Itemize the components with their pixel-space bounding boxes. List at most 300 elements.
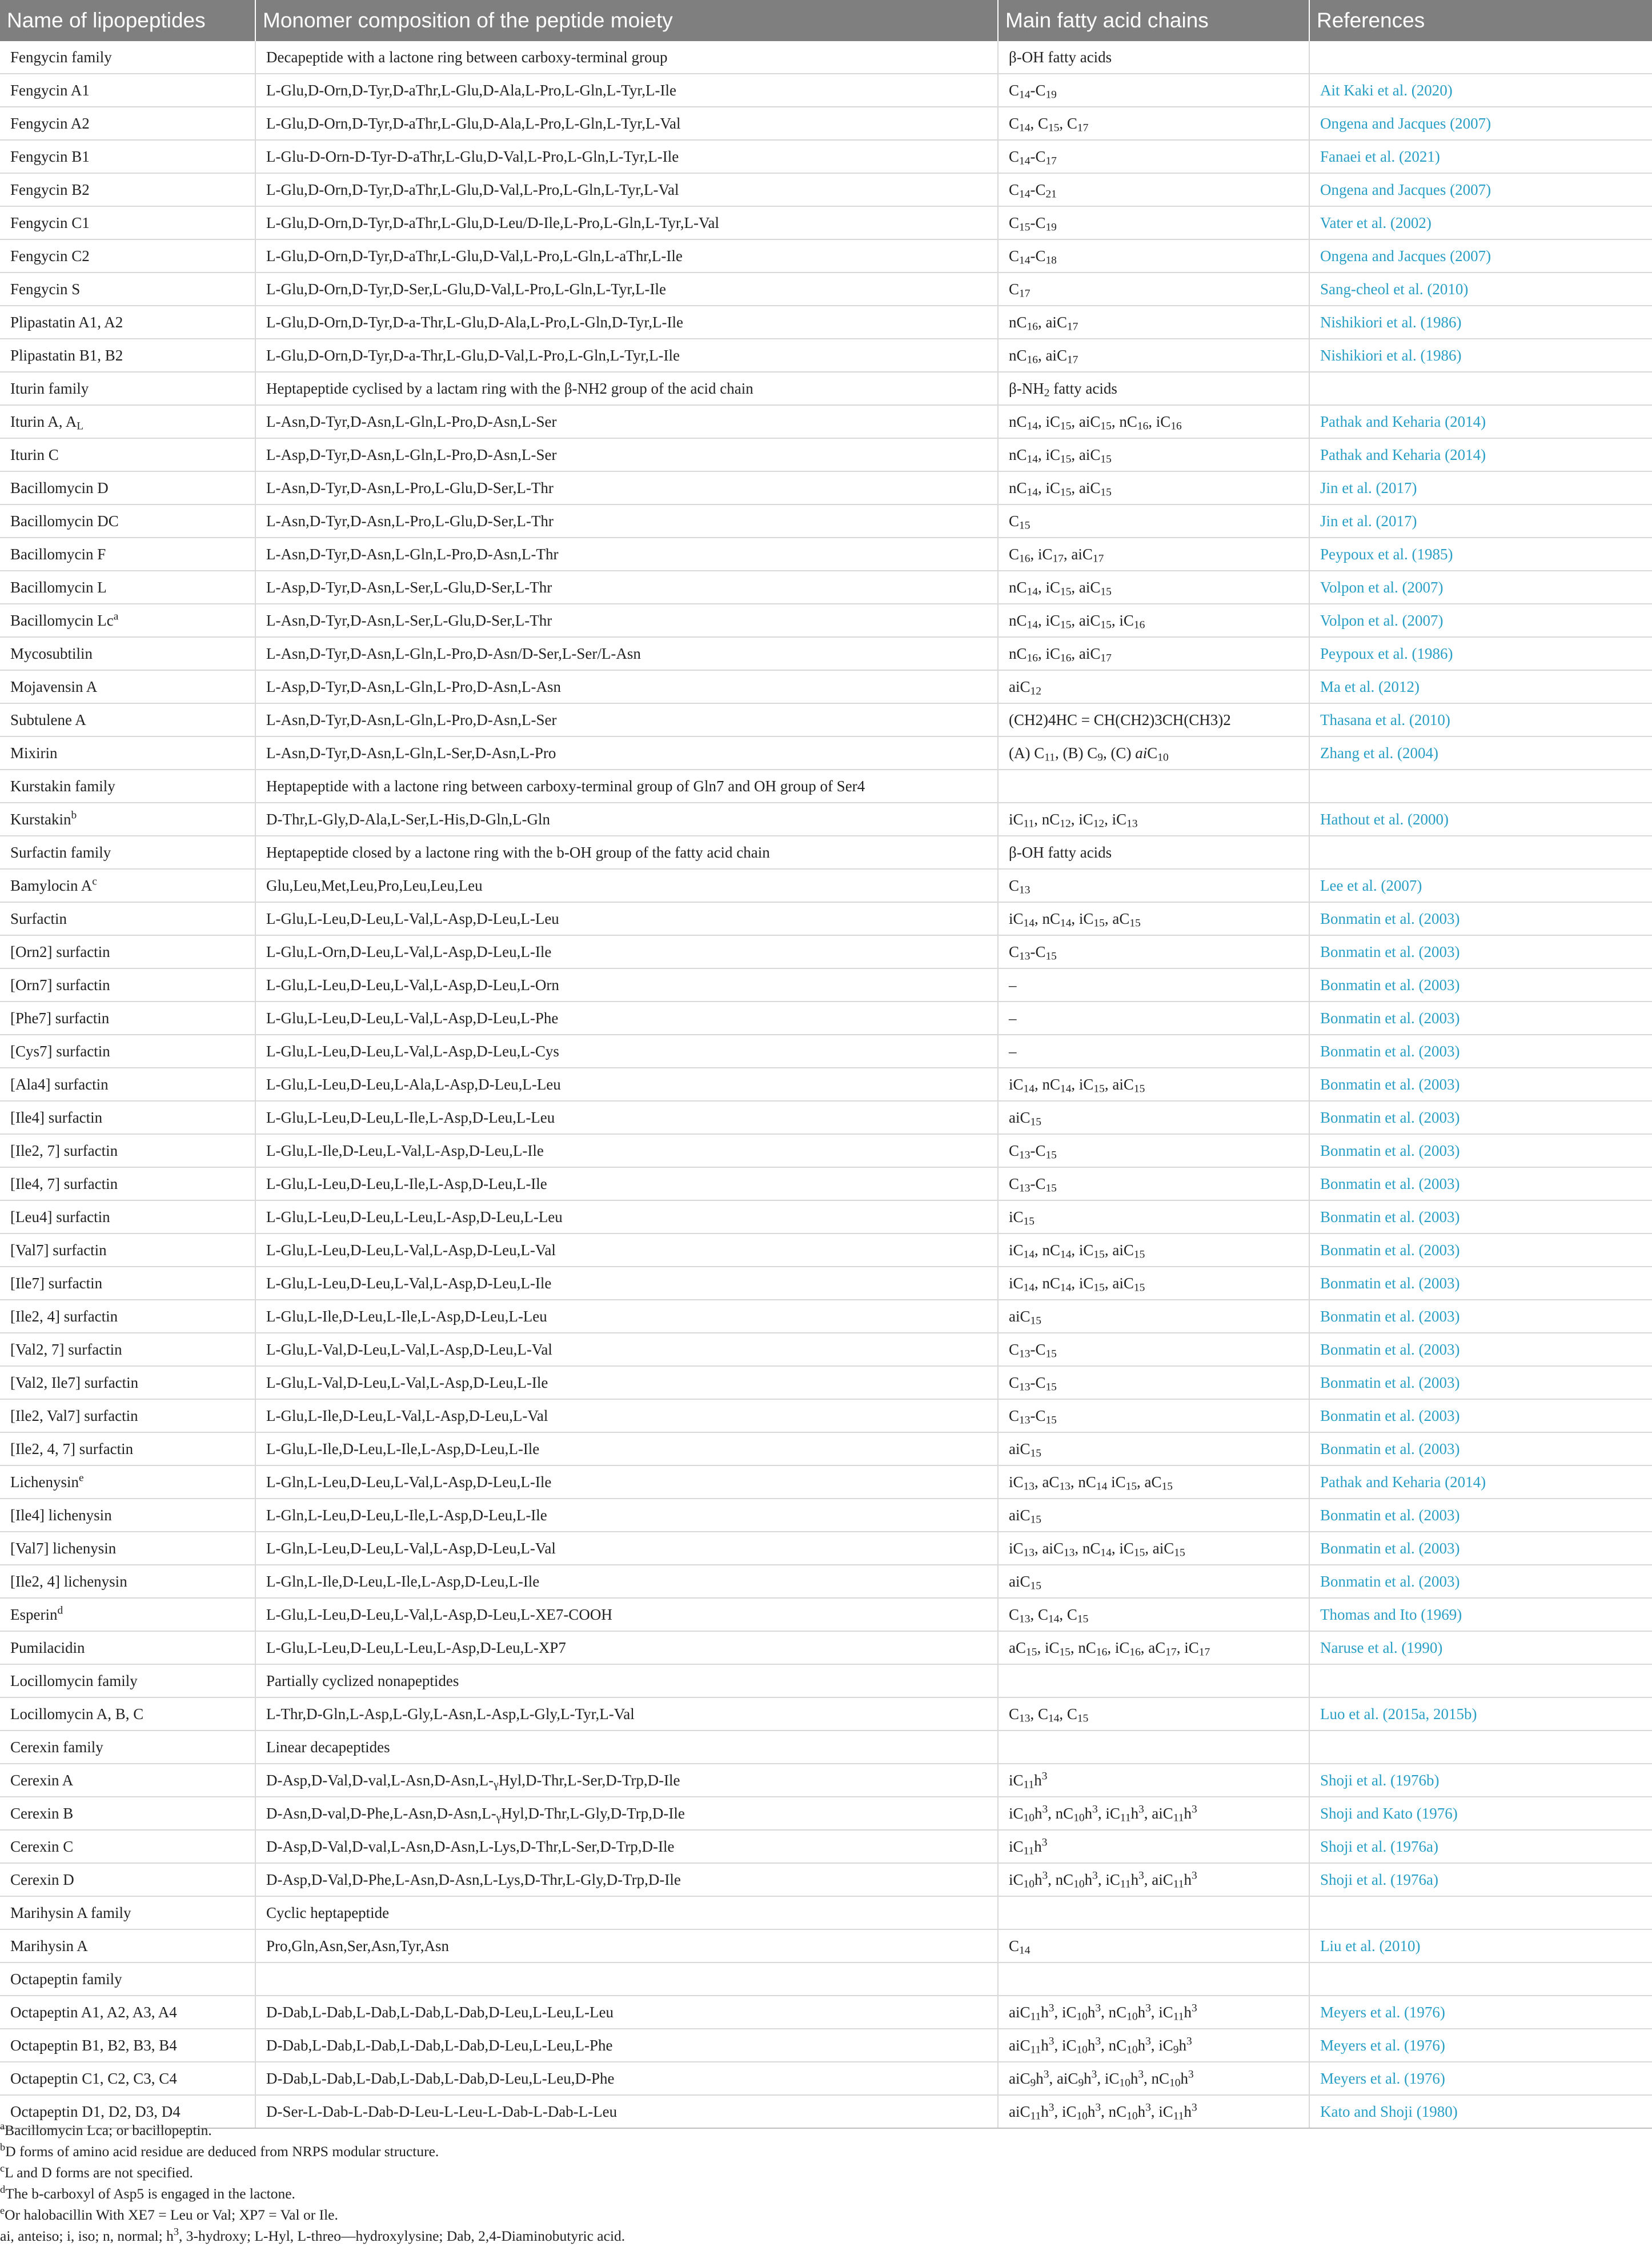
cell-reference[interactable]: Bonmatin et al. (2003) (1309, 1167, 1652, 1200)
cell-fatty-acids: $\beta-NH_2$ fatty acids (998, 372, 1309, 405)
cell-fatty-acids: – (998, 968, 1309, 1002)
cell-composition (255, 1962, 998, 1996)
cell-fatty-acids (998, 1896, 1309, 1929)
table-row (0, 1300, 1652, 1333)
table-row (0, 637, 1652, 670)
cell-composition: D-Thr,L-Gly,D-Ala,L-Ser,L-His,D-Gln,L-Gln (255, 803, 998, 836)
cell-name: [Leu4] surfactin (0, 1200, 255, 1233)
cell-composition: L-Glu,L-Leu,D-Leu,L-Val,L-Asp,D-Leu,L-Orn (255, 968, 998, 1002)
cell-name: Cerexin D (0, 1863, 255, 1896)
table-row (0, 1830, 1652, 1863)
cell-name: Pumilacidin (0, 1631, 255, 1664)
table-row (0, 1101, 1652, 1134)
table-row (0, 902, 1652, 935)
cell-reference[interactable]: Bonmatin et al. (2003) (1309, 1399, 1652, 1432)
cell-fatty-acids: $C_{13}-C_{15}$ (998, 1134, 1309, 1167)
cell-fatty-acids: $iC_{11}h^3$ (998, 1830, 1309, 1863)
cell-fatty-acids: aiC$_{15}$ (998, 1499, 1309, 1532)
cell-reference[interactable]: Ongena and Jacques (2007) (1309, 107, 1652, 140)
cell-reference[interactable]: Volpon et al. (2007) (1309, 604, 1652, 637)
cell-reference[interactable]: Bonmatin et al. (2003) (1309, 1200, 1652, 1233)
header-row (0, 0, 1652, 41)
cell-name: [Ala4] surfactin (0, 1068, 255, 1101)
cell-composition: L-Asn,D-Tyr,D-Asn,L-Pro,L-Glu,D-Ser,L-Thr (255, 471, 998, 504)
cell-name: Bamylocin $A^c$ (0, 869, 255, 902)
cell-fatty-acids: $aiC_{11}h^3$, $iC_{10}h^3$, $nC_{10}h^3$, $iC_{11}h^3$ (998, 1996, 1309, 2029)
table-row (0, 703, 1652, 736)
cell-fatty-acids: $C_{13}-C_{15}$ (998, 1366, 1309, 1399)
table-row (0, 770, 1652, 803)
cell-reference[interactable]: Sang-cheol et al. (2010) (1309, 273, 1652, 306)
cell-fatty-acids: – (998, 1035, 1309, 1068)
cell-reference[interactable]: Luo et al. (2015a, 2015b) (1309, 1697, 1652, 1731)
cell-name: Mojavensin A (0, 670, 255, 703)
cell-composition: L-Glu,L-Leu,D-Leu,L-Ile,L-Asp,D-Leu,L-Leu (255, 1101, 998, 1134)
cell-reference (1309, 1962, 1652, 1996)
cell-reference[interactable]: Nishikiori et al. (1986) (1309, 339, 1652, 372)
cell-reference[interactable]: Ongena and Jacques (2007) (1309, 239, 1652, 273)
cell-fatty-acids: $iC_{14}$, $nC_{14}$, $iC_{15}$, $aC_{15}$ (998, 902, 1309, 935)
cell-composition: L-Gln,L-Ile,D-Leu,L-Ile,L-Asp,D-Leu,L-Ile (255, 1565, 998, 1598)
cell-composition: D-Dab,L-Dab,L-Dab,L-Dab,L-Dab,D-Leu,L-Leu,D-Phe (255, 2062, 998, 2095)
cell-composition: Pro,Gln,Asn,Ser,Asn,Tyr,Asn (255, 1929, 998, 1962)
table-row (0, 736, 1652, 770)
cell-composition: L-Glu,L-Leu,D-Leu,L-Val,L-Asp,D-Leu,L-Cys (255, 1035, 998, 1068)
cell-reference[interactable]: Bonmatin et al. (2003) (1309, 1300, 1652, 1333)
cell-composition: Heptapeptide with a lactone ring between carboxy-terminal group of Gln7 and OH group of Ser4 (255, 770, 998, 803)
table-row (0, 935, 1652, 968)
cell-name: Octapeptin B1, B2, B3, B4 (0, 2029, 255, 2062)
cell-composition: L-Asn,D-Tyr,D-Asn,L-Gln,L-Pro,D-Asn,L-Ser (255, 703, 998, 736)
cell-composition: L-Glu,L-Leu,D-Leu,L-Val,L-Asp,D-Leu,L-Phe (255, 1002, 998, 1035)
cell-fatty-acids: $aiC_{11}h^3$, $iC_{10}h^3$, $nC_{10}h^3$, $iC_9h^3$ (998, 2029, 1309, 2062)
cell-composition: L-Asn,D-Tyr,D-Asn,L-Gln,L-Pro,D-Asn,L-Thr (255, 538, 998, 571)
cell-composition: L-Asn,D-Tyr,D-Asn,L-Pro,L-Glu,D-Ser,L-Thr (255, 504, 998, 538)
table-row (0, 1200, 1652, 1233)
cell-reference[interactable]: Bonmatin et al. (2003) (1309, 968, 1652, 1002)
cell-fatty-acids (998, 1731, 1309, 1764)
cell-composition: D-Asp,D-Val,D-Phe,L-Asn,D-Asn,L-Lys,D-Thr,L-Gly,D-Trp,D-Ile (255, 1863, 998, 1896)
table-header (0, 0, 1652, 41)
cell-reference[interactable]: Meyers et al. (1976) (1309, 2029, 1652, 2062)
table-row (0, 1929, 1652, 1962)
cell-composition: L-Glu,L-Orn,D-Leu,L-Val,L-Asp,D-Leu,L-Ile (255, 935, 998, 968)
cell-name: Bacillomycin F (0, 538, 255, 571)
table-row (0, 1068, 1652, 1101)
table-row (0, 1631, 1652, 1664)
table-footnotes (0, 2120, 1652, 2246)
cell-composition: L-Glu,D-Orn,D-Tyr,D-aThr,L-Glu,D-Val,L-Pro,L-Gln,L-aThr,L-Ile (255, 239, 998, 273)
cell-reference[interactable]: Bonmatin et al. (2003) (1309, 1499, 1652, 1532)
cell-fatty-acids: $C_{14}-C_{21}$ (998, 173, 1309, 206)
table-row (0, 173, 1652, 206)
cell-composition: L-Glu,D-Orn,D-Tyr,D-Ser,L-Glu,D-Val,L-Pro,L-Gln,L-Tyr,L-Ile (255, 273, 998, 306)
cell-name: Iturin C (0, 438, 255, 471)
table-row (0, 836, 1652, 869)
cell-name: Locillomycin family (0, 1664, 255, 1697)
cell-name: Surfactin (0, 902, 255, 935)
table-row (0, 140, 1652, 173)
cell-fatty-acids: $iC_{13}$, $aC_{13}$, $nC_{14}$ $iC_{15}$, $aC_{15}$ (998, 1465, 1309, 1499)
cell-fatty-acids: $nC_{14}$, $iC_{15}$, aiC$_{15}$ (998, 438, 1309, 471)
cell-name: Marihysin A family (0, 1896, 255, 1929)
table-row (0, 604, 1652, 637)
cell-reference[interactable]: Bonmatin et al. (2003) (1309, 1101, 1652, 1134)
table-row (0, 1764, 1652, 1797)
table-row (0, 538, 1652, 571)
cell-fatty-acids: $C_{17}$ (998, 273, 1309, 306)
table-row (0, 41, 1652, 74)
cell-name: Octapeptin C1, C2, C3, C4 (0, 2062, 255, 2095)
cell-fatty-acids: $C_{14}-C_{19}$ (998, 74, 1309, 107)
cell-reference[interactable]: Bonmatin et al. (2003) (1309, 1002, 1652, 1035)
cell-name: Surfactin family (0, 836, 255, 869)
cell-fatty-acids: β-OH fatty acids (998, 836, 1309, 869)
cell-composition: L-Glu,L-Leu,D-Leu,L-Ile,L-Asp,D-Leu,L-Ile (255, 1167, 998, 1200)
table-row (0, 1167, 1652, 1200)
table-row (0, 1896, 1652, 1929)
table-row (0, 1002, 1652, 1035)
table-row (0, 471, 1652, 504)
cell-name: [Orn2] surfactin (0, 935, 255, 968)
cell-reference[interactable]: Zhang et al. (2004) (1309, 736, 1652, 770)
cell-reference[interactable]: Shoji et al. (1976b) (1309, 1764, 1652, 1797)
cell-composition: L-Asp,D-Tyr,D-Asn,L-Gln,L-Pro,D-Asn,L-Ser (255, 438, 998, 471)
cell-composition: Heptapeptide closed by a lactone ring with the b-OH group of the fatty acid chain (255, 836, 998, 869)
cell-reference[interactable]: Bonmatin et al. (2003) (1309, 1333, 1652, 1366)
cell-composition: L-Glu,L-Leu,D-Leu,L-Ala,L-Asp,D-Leu,L-Leu (255, 1068, 998, 1101)
cell-fatty-acids: $C_{13}-C_{15}$ (998, 1399, 1309, 1432)
table-row (0, 273, 1652, 306)
table-row (0, 2062, 1652, 2095)
cell-reference[interactable]: Jin et al. (2017) (1309, 504, 1652, 538)
cell-fatty-acids: $C_{13}-C_{15}$ (998, 1167, 1309, 1200)
cell-reference[interactable]: Bonmatin et al. (2003) (1309, 1035, 1652, 1068)
table-row (0, 1432, 1652, 1465)
cell-fatty-acids: $iC_{14}$, $nC_{14}$, $iC_{15}$, aiC$_{15}$ (998, 1267, 1309, 1300)
cell-composition: L-Glu,L-Leu,D-Leu,L-Val,L-Asp,D-Leu,L-XE7-COOH (255, 1598, 998, 1631)
cell-composition: L-Glu,D-Orn,D-Tyr,D-aThr,L-Glu,D-Ala,L-Pro,L-Gln,L-Tyr,L-Val (255, 107, 998, 140)
cell-composition: L-Glu,L-Ile,D-Leu,L-Val,L-Asp,D-Leu,L-Val (255, 1399, 998, 1432)
cell-fatty-acids: $nC_{16}$, aiC$_{17}$ (998, 339, 1309, 372)
cell-fatty-acids: aiC$_{15}$ (998, 1565, 1309, 1598)
cell-fatty-acids: $C_{15}-C_{19}$ (998, 206, 1309, 239)
cell-reference[interactable]: Pathak and Keharia (2014) (1309, 438, 1652, 471)
cell-name: Bacillomycin Lc$^a$ (0, 604, 255, 637)
cell-reference[interactable]: Peypoux et al. (1986) (1309, 637, 1652, 670)
cell-fatty-acids: aiC$_{15}$ (998, 1432, 1309, 1465)
cell-composition: L-Glu,L-Leu,D-Leu,L-Val,L-Asp,D-Leu,L-Ile (255, 1267, 998, 1300)
cell-composition: D-Dab,L-Dab,L-Dab,L-Dab,L-Dab,D-Leu,L-Leu,L-Leu (255, 1996, 998, 2029)
cell-name: Fengycin A1 (0, 74, 255, 107)
cell-reference[interactable]: Meyers et al. (1976) (1309, 2062, 1652, 2095)
table-row (0, 1731, 1652, 1764)
cell-fatty-acids (998, 770, 1309, 803)
table-row (0, 1499, 1652, 1532)
cell-composition: L-Glu,L-Leu,D-Leu,L-Leu,L-Asp,D-Leu,L-Leu (255, 1200, 998, 1233)
cell-fatty-acids: $nC_{14}$, $iC_{15}$, aiC$_{15}$, $iC_{16}$ (998, 604, 1309, 637)
cell-reference[interactable]: Bonmatin et al. (2003) (1309, 1233, 1652, 1267)
cell-name: Fengycin S (0, 273, 255, 306)
cell-reference[interactable]: Thasana et al. (2010) (1309, 703, 1652, 736)
cell-fatty-acids: (CH2)4HC = CH(CH2)3CH(CH3)2 (998, 703, 1309, 736)
table-row (0, 1532, 1652, 1565)
cell-composition: D-Asp,D-Val,D-val,L-Asn,D-Asn,L-Lys,D-Thr,L-Ser,D-Trp,D-Ile (255, 1830, 998, 1863)
cell-reference[interactable]: Lee et al. (2007) (1309, 869, 1652, 902)
cell-name: Octapeptin A1, A2, A3, A4 (0, 1996, 255, 2029)
cell-name: Octapeptin D1, D2, D3, D4 (0, 2095, 255, 2128)
footnote: $^e$Or halobacillin With XE7 = Leu or Val; XP7 = Val or Ile. (0, 2204, 338, 2223)
cell-composition: L-Glu,D-Orn,D-Tyr,D-a-Thr,L-Glu,D-Val,L-Pro,L-Gln,L-Tyr,L-Ile (255, 339, 998, 372)
cell-name: [Ile2, 4] surfactin (0, 1300, 255, 1333)
cell-reference[interactable]: Bonmatin et al. (2003) (1309, 902, 1652, 935)
cell-reference[interactable]: Kato and Shoji (1980) (1309, 2095, 1652, 2128)
cell-fatty-acids: $aiC_9h^3$, $aiC_9h^3$, $iC_{10}h^3$, $nC_{10}h^3$ (998, 2062, 1309, 2095)
table-row (0, 74, 1652, 107)
cell-name: Iturin family (0, 372, 255, 405)
cell-name: [Ile4] lichenysin (0, 1499, 255, 1532)
cell-name: [Orn7] surfactin (0, 968, 255, 1002)
cell-fatty-acids: $C_{13}-C_{15}$ (998, 1333, 1309, 1366)
cell-fatty-acids: $iC_{13}$, aiC$_{13}$, $nC_{14}$, $iC_{15}$, aiC$_{15}$ (998, 1532, 1309, 1565)
cell-composition: L-Gln,L-Leu,D-Leu,L-Val,L-Asp,D-Leu,L-Val (255, 1532, 998, 1565)
cell-name: [Ile4, 7] surfactin (0, 1167, 255, 1200)
cell-name: Plipastatin A1, A2 (0, 306, 255, 339)
cell-reference[interactable]: Volpon et al. (2007) (1309, 571, 1652, 604)
cell-reference (1309, 770, 1652, 803)
cell-reference[interactable]: Jin et al. (2017) (1309, 471, 1652, 504)
cell-reference[interactable]: Liu et al. (2010) (1309, 1929, 1652, 1962)
footnote: $^a$Bacillomycin Lca; or bacillopeptin. (0, 2120, 212, 2138)
cell-fatty-acids: aiC$_{12}$ (998, 670, 1309, 703)
cell-composition: L-Glu,L-Val,D-Leu,L-Val,L-Asp,D-Leu,L-Ile (255, 1366, 998, 1399)
cell-fatty-acids: $nC_{14}$, $iC_{15}$, aiC$_{15}$ (998, 471, 1309, 504)
table-row (0, 803, 1652, 836)
cell-reference[interactable]: Bonmatin et al. (2003) (1309, 935, 1652, 968)
cell-fatty-acids: $C_{14}-C_{17}$ (998, 140, 1309, 173)
table-row (0, 1399, 1652, 1432)
cell-reference[interactable]: Thomas and Ito (1969) (1309, 1598, 1652, 1631)
cell-fatty-acids: $C_{13}$, $C_{14}$, $C_{15}$ (998, 1697, 1309, 1731)
cell-name: [Val7] lichenysin (0, 1532, 255, 1565)
cell-composition: L-Glu,L-Leu,D-Leu,L-Leu,L-Asp,D-Leu,L-XP7 (255, 1631, 998, 1664)
cell-fatty-acids: $iC_{14}$, $nC_{14}$, $iC_{15}$, aiC$_{15}$ (998, 1233, 1309, 1267)
cell-reference[interactable]: Shoji et al. (1976a) (1309, 1863, 1652, 1896)
cell-name: [Ile7] surfactin (0, 1267, 255, 1300)
cell-name: [Val7] surfactin (0, 1233, 255, 1267)
cell-composition: L-Asn,D-Tyr,D-Asn,L-Gln,L-Pro,D-Asn/D-Ser,L-Ser/L-Asn (255, 637, 998, 670)
cell-name: Fengycin family (0, 41, 255, 74)
cell-name: Cerexin family (0, 1731, 255, 1764)
cell-composition: Decapeptide with a lactone ring between carboxy-terminal group (255, 41, 998, 74)
table-row (0, 968, 1652, 1002)
cell-fatty-acids: $C_{13}-C_{15}$ (998, 935, 1309, 968)
cell-composition: L-Asp,D-Tyr,D-Asn,L-Gln,L-Pro,D-Asn,L-Asn (255, 670, 998, 703)
footnote: $^c$L and D forms are not specified. (0, 2162, 193, 2181)
table-row (0, 1664, 1652, 1697)
table-row (0, 869, 1652, 902)
cell-reference[interactable]: Fanaei et al. (2021) (1309, 140, 1652, 173)
cell-fatty-acids: $C_{14}-C_{18}$ (998, 239, 1309, 273)
cell-name: Kurstakin$^b$ (0, 803, 255, 836)
cell-reference[interactable]: Bonmatin et al. (2003) (1309, 1532, 1652, 1565)
cell-composition: L-Glu,L-Leu,D-Leu,L-Val,L-Asp,D-Leu,L-Leu (255, 902, 998, 935)
cell-name: [Ile2, 4, 7] surfactin (0, 1432, 255, 1465)
table-row (0, 239, 1652, 273)
cell-reference[interactable]: Bonmatin et al. (2003) (1309, 1134, 1652, 1167)
cell-fatty-acids: $C_{13}$, $C_{14}$, $C_{15}$ (998, 1598, 1309, 1631)
cell-fatty-acids: aiC$_{15}$ (998, 1300, 1309, 1333)
table-row (0, 1863, 1652, 1896)
cell-reference[interactable]: Bonmatin et al. (2003) (1309, 1366, 1652, 1399)
cell-name: Subtulene A (0, 703, 255, 736)
cell-name: Cerexin A (0, 1764, 255, 1797)
footnote: $^b$D forms of amino acid residue are deduced from NRPS modular structure. (0, 2141, 439, 2160)
cell-fatty-acids: $nC_{14}$, $iC_{15}$, aiC$_{15}$, $nC_{16}$, $iC_{16}$ (998, 405, 1309, 438)
table-row (0, 1565, 1652, 1598)
cell-composition: L-Glu,L-Leu,D-Leu,L-Val,L-Asp,D-Leu,L-Val (255, 1233, 998, 1267)
table-row (0, 339, 1652, 372)
header-fatty-acids: Main fatty acid chains (998, 0, 1309, 41)
cell-composition: L-Glu-D-Orn-D-Tyr-D-aThr,L-Glu,D-Val,L-Pro,L-Gln,L-Tyr,L-Ile (255, 140, 998, 173)
cell-fatty-acids: – (998, 1002, 1309, 1035)
table-row (0, 1333, 1652, 1366)
cell-reference (1309, 41, 1652, 74)
table-row (0, 438, 1652, 471)
cell-fatty-acids: $iC_{11}$, $nC_{12}$, $iC_{12}$, $iC_{13}$ (998, 803, 1309, 836)
cell-reference (1309, 372, 1652, 405)
cell-reference[interactable]: Bonmatin et al. (2003) (1309, 1267, 1652, 1300)
cell-fatty-acids: $nC_{14}$, $iC_{15}$, aiC$_{15}$ (998, 571, 1309, 604)
table-row (0, 1996, 1652, 2029)
cell-name: [Ile2, 7] surfactin (0, 1134, 255, 1167)
cell-composition: L-Gln,L-Leu,D-Leu,L-Val,L-Asp,D-Leu,L-Ile (255, 1465, 998, 1499)
cell-reference[interactable]: Pathak and Keharia (2014) (1309, 1465, 1652, 1499)
cell-fatty-acids (998, 1962, 1309, 1996)
cell-reference[interactable]: Peypoux et al. (1985) (1309, 538, 1652, 571)
cell-composition: L-Asn,D-Tyr,D-Asn,L-Ser,L-Glu,D-Ser,L-Thr (255, 604, 998, 637)
cell-composition: L-Glu,L-Ile,D-Leu,L-Ile,L-Asp,D-Leu,L-Ile (255, 1432, 998, 1465)
cell-composition: L-Glu,D-Orn,D-Tyr,D-aThr,L-Glu,D-Ala,L-Pro,L-Gln,L-Tyr,L-Ile (255, 74, 998, 107)
cell-fatty-acids: aiC$_{15}$ (998, 1101, 1309, 1134)
cell-name: Kurstakin family (0, 770, 255, 803)
cell-composition: Partially cyclized nonapeptides (255, 1664, 998, 1697)
cell-fatty-acids: $aiC_{11}h^3$, $iC_{10}h^3$, $nC_{10}h^3$, $iC_{11}h^3$ (998, 2095, 1309, 2128)
table-row (0, 670, 1652, 703)
table-row (0, 1697, 1652, 1731)
cell-reference (1309, 1731, 1652, 1764)
cell-reference[interactable]: Ait Kaki et al. (2020) (1309, 74, 1652, 107)
cell-name: Iturin A, $A_L$ (0, 405, 255, 438)
table-row (0, 1233, 1652, 1267)
table-body (0, 41, 1652, 2128)
cell-fatty-acids: $C_{15}$ (998, 504, 1309, 538)
cell-name: Bacillomycin L (0, 571, 255, 604)
cell-name: Octapeptin family (0, 1962, 255, 1996)
table-row (0, 1962, 1652, 1996)
cell-composition: L-Glu,D-Orn,D-Tyr,D-aThr,L-Glu,D-Leu/D-Ile,L-Pro,L-Gln,L-Tyr,L-Val (255, 206, 998, 239)
cell-composition: Glu,Leu,Met,Leu,Pro,Leu,Leu,Leu (255, 869, 998, 902)
cell-name: Fengycin B2 (0, 173, 255, 206)
footnote: ai, anteiso; i, iso; n, normal; $h^3$, 3-hydroxy; L-Hyl, L-threo—hydroxylysine; Dab, 2,4-Diaminobutyric acid. (0, 2225, 625, 2244)
cell-fatty-acids: β-OH fatty acids (998, 41, 1309, 74)
cell-fatty-acids (998, 1664, 1309, 1697)
cell-reference[interactable]: Bonmatin et al. (2003) (1309, 1068, 1652, 1101)
table-row (0, 2029, 1652, 2062)
cell-reference[interactable]: Shoji and Kato (1976) (1309, 1797, 1652, 1830)
cell-fatty-acids: $C_{13}$ (998, 869, 1309, 902)
cell-fatty-acids: $nC_{16}$, $iC_{16}$, aiC$_{17}$ (998, 637, 1309, 670)
table-row (0, 405, 1652, 438)
cell-fatty-acids: $C_{16}$, $iC_{17}$, aiC$_{17}$ (998, 538, 1309, 571)
table-row (0, 1465, 1652, 1499)
cell-composition: Linear decapeptides (255, 1731, 998, 1764)
cell-reference[interactable]: Bonmatin et al. (2003) (1309, 1432, 1652, 1465)
cell-name: [Phe7] surfactin (0, 1002, 255, 1035)
cell-name: Cerexin C (0, 1830, 255, 1863)
cell-composition: L-Thr,D-Gln,L-Asp,L-Gly,L-Asn,L-Asp,L-Gly,L-Tyr,L-Val (255, 1697, 998, 1731)
table-row (0, 1366, 1652, 1399)
cell-reference[interactable]: Shoji et al. (1976a) (1309, 1830, 1652, 1863)
cell-name: Mixirin (0, 736, 255, 770)
cell-name: Bacillomycin D (0, 471, 255, 504)
cell-fatty-acids: $iC_{11}h^3$ (998, 1764, 1309, 1797)
cell-reference[interactable]: Vater et al. (2002) (1309, 206, 1652, 239)
cell-reference[interactable]: Hathout et al. (2000) (1309, 803, 1652, 836)
header-name: Name of lipopeptides (0, 0, 255, 41)
cell-name: Mycosubtilin (0, 637, 255, 670)
cell-composition: L-Asn,D-Tyr,D-Asn,L-Gln,L-Ser,D-Asn,L-Pro (255, 736, 998, 770)
cell-name: Esperin$^d$ (0, 1598, 255, 1631)
cell-fatty-acids: (A) $C_{11}$, (B) $C_9$, (C) aiC$_{10}$ (998, 736, 1309, 770)
cell-composition: L-Glu,D-Orn,D-Tyr,D-a-Thr,L-Glu,D-Ala,L-Pro,L-Gln,D-Tyr,L-Ile (255, 306, 998, 339)
cell-name: [Cys7] surfactin (0, 1035, 255, 1068)
cell-reference[interactable]: Pathak and Keharia (2014) (1309, 405, 1652, 438)
cell-reference[interactable]: Bonmatin et al. (2003) (1309, 1565, 1652, 1598)
cell-composition: D-Ser-L-Dab-L-Dab-D-Leu-L-Leu-L-Dab-L-Dab-L-Leu (255, 2095, 998, 2128)
cell-reference[interactable]: Ongena and Jacques (2007) (1309, 173, 1652, 206)
cell-composition: L-Glu,L-Ile,D-Leu,L-Ile,L-Asp,D-Leu,L-Leu (255, 1300, 998, 1333)
table-row (0, 306, 1652, 339)
cell-composition: Cyclic heptapeptide (255, 1896, 998, 1929)
cell-fatty-acids: $C_{14}$, $C_{15}$, $C_{17}$ (998, 107, 1309, 140)
cell-fatty-acids: $C_{14}$ (998, 1929, 1309, 1962)
table-row (0, 1035, 1652, 1068)
cell-fatty-acids: $aC_{15}$, $iC_{15}$, $nC_{16}$, $iC_{16}$, $aC_{17}$, $iC_{17}$ (998, 1631, 1309, 1664)
cell-name: Locillomycin A, B, C (0, 1697, 255, 1731)
cell-name: Fengycin C1 (0, 206, 255, 239)
cell-name: Fengycin C2 (0, 239, 255, 273)
cell-reference (1309, 836, 1652, 869)
cell-reference[interactable]: Naruse et al. (1990) (1309, 1631, 1652, 1664)
table-row (0, 1134, 1652, 1167)
cell-composition: L-Asp,D-Tyr,D-Asn,L-Ser,L-Glu,D-Ser,L-Thr (255, 571, 998, 604)
cell-name: [Val2, 7] surfactin (0, 1333, 255, 1366)
header-composition: Monomer composition of the peptide moiety (255, 0, 998, 41)
cell-reference[interactable]: Ma et al. (2012) (1309, 670, 1652, 703)
table-row (0, 504, 1652, 538)
cell-composition: L-Glu,L-Ile,D-Leu,L-Val,L-Asp,D-Leu,L-Ile (255, 1134, 998, 1167)
cell-composition: L-Glu,D-Orn,D-Tyr,D-aThr,L-Glu,D-Val,L-Pro,L-Gln,L-Tyr,L-Val (255, 173, 998, 206)
cell-reference[interactable]: Nishikiori et al. (1986) (1309, 306, 1652, 339)
cell-fatty-acids: $iC_{10}h^3$, $nC_{10}h^3$, $iC_{11}h^3$, $aiC_{11}h^3$ (998, 1863, 1309, 1896)
cell-reference[interactable]: Meyers et al. (1976) (1309, 1996, 1652, 2029)
cell-composition: $D-Asp,D-Val,D-val,L-Asn,D-Asn,L-_\gamma Hyl,D-Thr,L-Ser,D-Trp,D$-Ile (255, 1764, 998, 1797)
cell-name: Lichenysin$^e$ (0, 1465, 255, 1499)
table-row (0, 1267, 1652, 1300)
table-row (0, 571, 1652, 604)
cell-name: Fengycin B1 (0, 140, 255, 173)
